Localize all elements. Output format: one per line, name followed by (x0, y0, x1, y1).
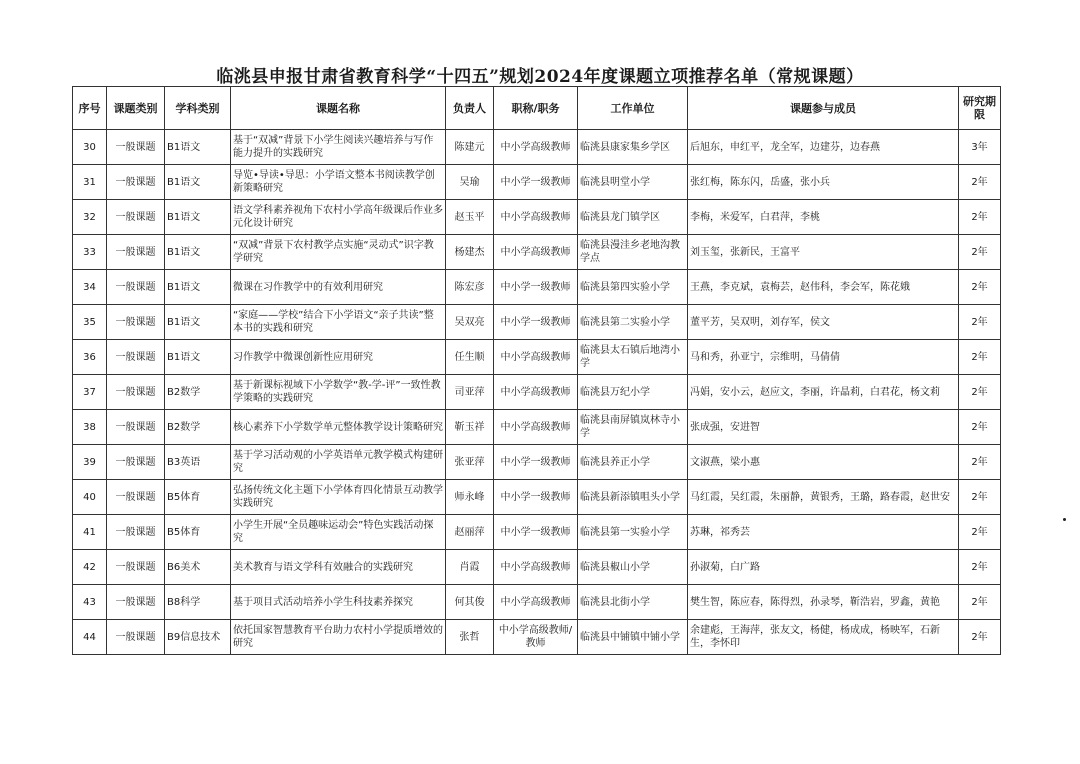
cell-category: 一般课题 (107, 585, 165, 620)
header-subject: 学科类别 (165, 87, 231, 130)
cell-no: 41 (73, 515, 107, 550)
cell-rank: 中小学一级教师 (494, 165, 578, 200)
cell-unit: 临洮县椒山小学 (578, 550, 688, 585)
cell-members: 刘玉玺，张新民，王富平 (688, 235, 959, 270)
cell-period: 2年 (959, 550, 1001, 585)
cell-members: 后旭东，申红平，龙全军，边建芬，边春燕 (688, 130, 959, 165)
cell-period: 2年 (959, 340, 1001, 375)
cell-unit: 临洮县养正小学 (578, 445, 688, 480)
table-row (73, 270, 1001, 305)
cell-name: 习作教学中微课创新性应用研究 (231, 340, 446, 375)
table-row (73, 200, 1001, 235)
cell-category: 一般课题 (107, 375, 165, 410)
cell-subject: B2数学 (165, 375, 231, 410)
cell-subject: B2数学 (165, 410, 231, 445)
cell-no: 33 (73, 235, 107, 270)
table-row (73, 445, 1001, 480)
cell-name: 微课在习作教学中的有效利用研究 (231, 270, 446, 305)
cell-name: “家庭——学校”结合下小学语文“亲子共读”整本书的实践和研究 (231, 305, 446, 340)
cell-members: 马和秀，孙亚宁，宗维明，马倩倩 (688, 340, 959, 375)
cell-subject: B1语文 (165, 165, 231, 200)
cell-leader: 赵丽萍 (446, 515, 494, 550)
cell-unit: 临洮县中铺镇中铺小学 (578, 620, 688, 655)
cell-rank: 中小学高级教师 (494, 200, 578, 235)
cell-leader: 陈建元 (446, 130, 494, 165)
cell-name: 核心素养下小学数学单元整体教学设计策略研究 (231, 410, 446, 445)
cell-subject: B1语文 (165, 305, 231, 340)
cell-category: 一般课题 (107, 410, 165, 445)
cell-unit: 临洮县太石镇后地湾小学 (578, 340, 688, 375)
cell-name: 基于“双减”背景下小学生阅读兴趣培养与写作能力提升的实践研究 (231, 130, 446, 165)
cell-members: 董平芳，吴双明，刘存军，侯文 (688, 305, 959, 340)
table-header-row (73, 87, 1001, 130)
cell-unit: 临洮县第四实验小学 (578, 270, 688, 305)
cell-leader: 杨建杰 (446, 235, 494, 270)
cell-rank: 中小学高级教师 (494, 235, 578, 270)
cell-no: 43 (73, 585, 107, 620)
cell-unit: 临洮县第二实验小学 (578, 305, 688, 340)
cell-leader: 司亚萍 (446, 375, 494, 410)
cell-rank: 中小学高级教师 (494, 410, 578, 445)
cell-subject: B1语文 (165, 340, 231, 375)
cell-no: 42 (73, 550, 107, 585)
cell-no: 31 (73, 165, 107, 200)
cell-period: 2年 (959, 305, 1001, 340)
cell-members: 苏琳，祁秀芸 (688, 515, 959, 550)
cell-unit: 临洮县龙门镇学区 (578, 200, 688, 235)
cell-period: 2年 (959, 620, 1001, 655)
document-title: 临洮县申报甘肃省教育科学“十四五”规划2024年度课题立项推荐名单（常规课题） (216, 67, 864, 87)
cell-rank: 中小学一级教师 (494, 480, 578, 515)
cell-name: 基于学习活动观的小学英语单元教学模式构建研究 (231, 445, 446, 480)
cell-leader: 陈宏彦 (446, 270, 494, 305)
cell-category: 一般课题 (107, 270, 165, 305)
cell-unit: 临洮县第一实验小学 (578, 515, 688, 550)
cell-rank: 中小学高级教师/教师 (494, 620, 578, 655)
cell-leader: 靳玉祥 (446, 410, 494, 445)
cell-period: 3年 (959, 130, 1001, 165)
cell-category: 一般课题 (107, 235, 165, 270)
cell-category: 一般课题 (107, 480, 165, 515)
cell-period: 2年 (959, 410, 1001, 445)
cell-subject: B9信息技术 (165, 620, 231, 655)
cell-name: 弘扬传统文化主题下小学体育四化情景互动教学实践研究 (231, 480, 446, 515)
cell-unit: 临洮县新添镇咀头小学 (578, 480, 688, 515)
cell-name: 依托国家智慧教育平台助力农村小学提质增效的研究 (231, 620, 446, 655)
cell-leader: 张亚萍 (446, 445, 494, 480)
header-name: 课题名称 (231, 87, 446, 130)
cell-unit: 临洮县南屏镇岚林寺小学 (578, 410, 688, 445)
cell-unit: 临洮县北街小学 (578, 585, 688, 620)
cell-subject: B1语文 (165, 130, 231, 165)
cell-leader: 张哲 (446, 620, 494, 655)
header-unit: 工作单位 (578, 87, 688, 130)
cell-category: 一般课题 (107, 165, 165, 200)
cell-leader: 吴双亮 (446, 305, 494, 340)
table-row (73, 235, 1001, 270)
table-row (73, 480, 1001, 515)
cell-period: 2年 (959, 445, 1001, 480)
table-row (73, 340, 1001, 375)
cell-name: 基于项目式活动培养小学生科技素养探究 (231, 585, 446, 620)
cell-members: 张成强，安进智 (688, 410, 959, 445)
cell-subject: B1语文 (165, 200, 231, 235)
cell-leader: 吴瑜 (446, 165, 494, 200)
cell-no: 44 (73, 620, 107, 655)
cell-leader: 赵玉平 (446, 200, 494, 235)
cell-unit: 临洮县康家集乡学区 (578, 130, 688, 165)
table-row (73, 585, 1001, 620)
cell-subject: B1语文 (165, 270, 231, 305)
cell-name: 美术教育与语文学科有效融合的实践研究 (231, 550, 446, 585)
cell-no: 37 (73, 375, 107, 410)
cell-period: 2年 (959, 270, 1001, 305)
table-row (73, 410, 1001, 445)
cell-rank: 中小学高级教师 (494, 375, 578, 410)
cell-period: 2年 (959, 480, 1001, 515)
cell-members: 马红霞，吴红霞，朱丽静，黄银秀，王璐，路春霞，赵世安 (688, 480, 959, 515)
cell-no: 38 (73, 410, 107, 445)
cell-members: 余建彪，王海萍，张友文，杨健，杨成成，杨映军，石新生，李怀印 (688, 620, 959, 655)
cell-leader: 师永峰 (446, 480, 494, 515)
cell-subject: B5体育 (165, 515, 231, 550)
cell-period: 2年 (959, 375, 1001, 410)
cell-no: 39 (73, 445, 107, 480)
cell-category: 一般课题 (107, 620, 165, 655)
table-row (73, 375, 1001, 410)
cell-category: 一般课题 (107, 445, 165, 480)
header-category: 课题类别 (107, 87, 165, 130)
cell-name: 导览•导读•导思：小学语文整本书阅读教学创新策略研究 (231, 165, 446, 200)
cell-subject: B1语文 (165, 235, 231, 270)
cell-category: 一般课题 (107, 130, 165, 165)
table-row (73, 165, 1001, 200)
cell-no: 40 (73, 480, 107, 515)
cell-leader: 何其俊 (446, 585, 494, 620)
table-row (73, 305, 1001, 340)
cell-no: 34 (73, 270, 107, 305)
cell-no: 36 (73, 340, 107, 375)
cell-members: 樊生智，陈应春，陈得烈，孙录琴，靳浩岩，罗鑫，黄艳 (688, 585, 959, 620)
cell-members: 王燕，李克斌，袁梅芸，赵伟科，李会军，陈花娥 (688, 270, 959, 305)
cell-category: 一般课题 (107, 200, 165, 235)
header-leader: 负责人 (446, 87, 494, 130)
cell-name: “双减”背景下农村教学点实施“灵动式”识字教学研究 (231, 235, 446, 270)
header-rank: 职称/职务 (494, 87, 578, 130)
cell-subject: B8科学 (165, 585, 231, 620)
cell-rank: 中小学高级教师 (494, 585, 578, 620)
cell-members: 张红梅，陈东闪，岳盛，张小兵 (688, 165, 959, 200)
cell-no: 30 (73, 130, 107, 165)
cell-subject: B5体育 (165, 480, 231, 515)
header-members: 课题参与成员 (688, 87, 959, 130)
cell-subject: B6美术 (165, 550, 231, 585)
cell-rank: 中小学高级教师 (494, 550, 578, 585)
cell-rank: 中小学一级教师 (494, 445, 578, 480)
cell-period: 2年 (959, 200, 1001, 235)
cell-unit: 临洮县万纪小学 (578, 375, 688, 410)
cell-period: 2年 (959, 235, 1001, 270)
table-row (73, 620, 1001, 655)
cell-members: 文淑燕，梁小惠 (688, 445, 959, 480)
cell-no: 32 (73, 200, 107, 235)
cell-name: 小学生开展“全员趣味运动会”特色实践活动探究 (231, 515, 446, 550)
scan-dot (1063, 518, 1066, 521)
table-row (73, 515, 1001, 550)
cell-period: 2年 (959, 585, 1001, 620)
table-row (73, 130, 1001, 165)
cell-members: 冯娟，安小云，赵应文，李丽，许晶莉，白君花，杨文莉 (688, 375, 959, 410)
cell-name: 基于新课标视域下小学数学“教-学-评”一致性教学策略的实践研究 (231, 375, 446, 410)
header-no: 序号 (73, 87, 107, 130)
table-row (73, 550, 1001, 585)
recommendation-table (72, 86, 1001, 655)
cell-unit: 临洮县明堂小学 (578, 165, 688, 200)
cell-leader: 肖霞 (446, 550, 494, 585)
cell-rank: 中小学高级教师 (494, 340, 578, 375)
cell-category: 一般课题 (107, 515, 165, 550)
cell-rank: 中小学一级教师 (494, 305, 578, 340)
cell-rank: 中小学一级教师 (494, 515, 578, 550)
cell-name: 语文学科素养视角下农村小学高年级课后作业多元化设计研究 (231, 200, 446, 235)
cell-members: 李梅，米爱军，白君萍，李桃 (688, 200, 959, 235)
cell-category: 一般课题 (107, 305, 165, 340)
cell-category: 一般课题 (107, 340, 165, 375)
cell-period: 2年 (959, 165, 1001, 200)
cell-unit: 临洮县漫洼乡老地沟教学点 (578, 235, 688, 270)
cell-subject: B3英语 (165, 445, 231, 480)
cell-category: 一般课题 (107, 550, 165, 585)
cell-members: 孙淑菊，白广路 (688, 550, 959, 585)
cell-leader: 任生顺 (446, 340, 494, 375)
cell-period: 2年 (959, 515, 1001, 550)
cell-rank: 中小学一级教师 (494, 270, 578, 305)
cell-no: 35 (73, 305, 107, 340)
header-period: 研究期限 (959, 87, 1001, 130)
cell-rank: 中小学高级教师 (494, 130, 578, 165)
